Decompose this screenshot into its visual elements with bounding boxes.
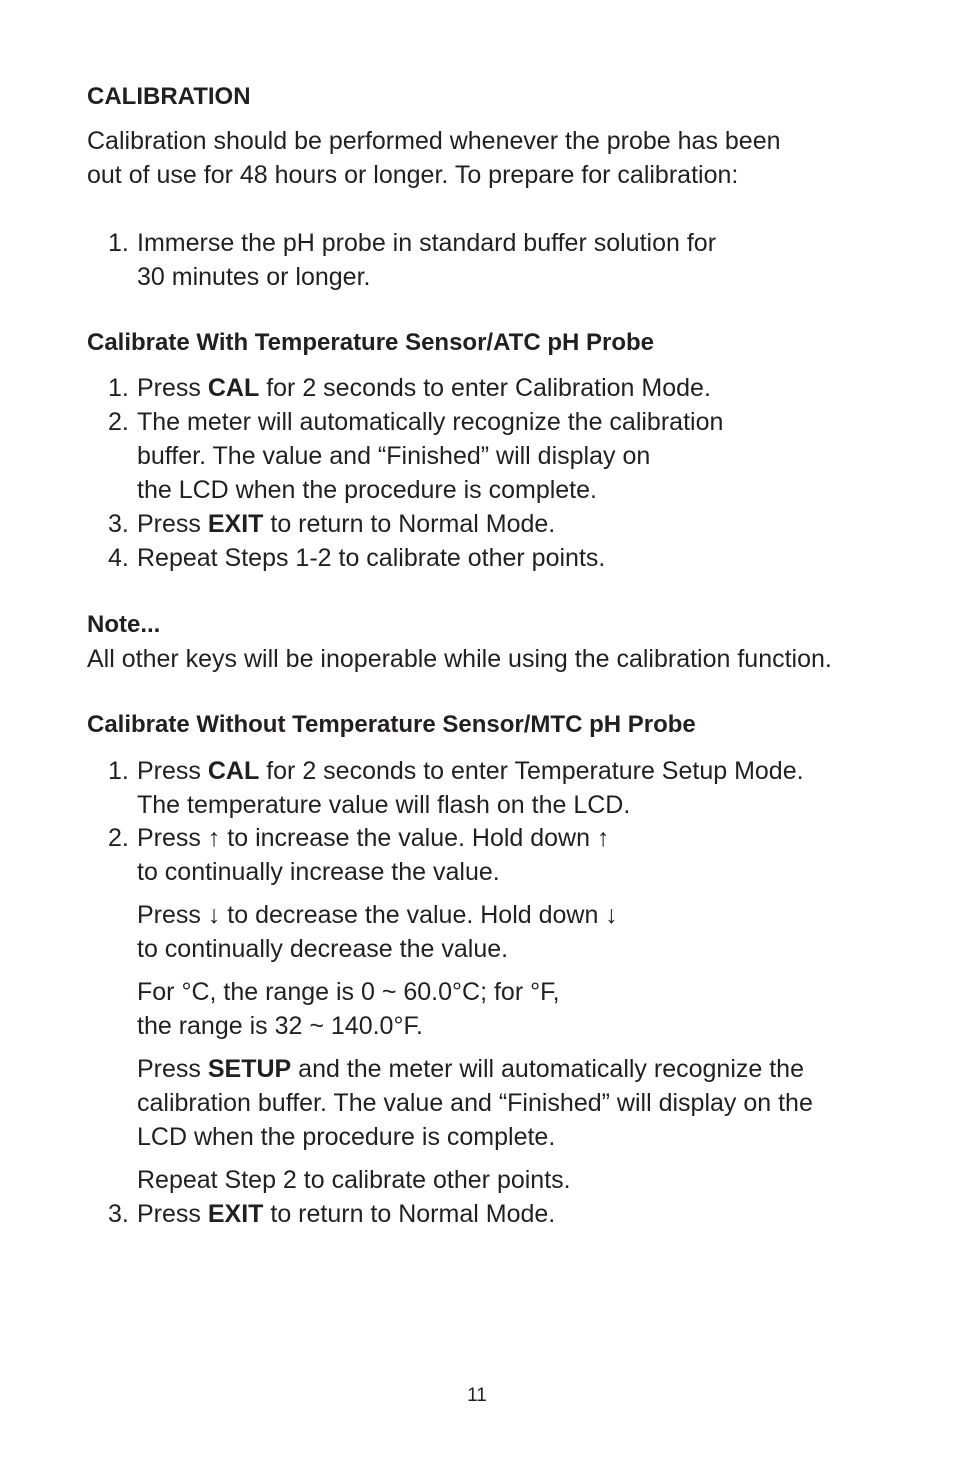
mtc-step-2-setup-line-1: Press SETUP and the meter will automatically recognize the [137,1055,804,1083]
atc-section-heading: Calibrate With Temperature Sensor/ATC pH Probe [87,329,654,356]
atc-step-4: Repeat Steps 1-2 to calibrate other points. [137,544,606,572]
atc-step-4-number: 4. [108,544,129,572]
mtc-step-2-decrease-line-1: Press ↓ to decrease the value. Hold down ↓ [137,901,618,929]
mtc-step-2-line-2: to continually increase the value. [137,858,500,886]
prep-step-number: 1. [108,229,129,257]
atc-step-1-number: 1. [108,374,129,402]
exit-key-label: EXIT [207,1200,264,1228]
mtc-step-1-line-1: Press CAL for 2 seconds to enter Temperature Setup Mode. [137,757,804,785]
mtc-step-2-number: 2. [108,824,129,852]
exit-key-label: EXIT [207,510,264,538]
intro-line-2: out of use for 48 hours or longer. To prepare for calibration: [87,161,739,189]
note-heading: Note... [87,611,161,638]
mtc-step-2-setup-line-3: LCD when the procedure is complete. [137,1123,556,1151]
atc-step-2-number: 2. [108,408,129,436]
mtc-step-1-number: 1. [108,757,129,785]
prep-step-1-line-1: Immerse the pH probe in standard buffer solution for [137,229,717,257]
atc-step-3: Press EXIT to return to Normal Mode. [137,510,556,538]
atc-step-3-number: 3. [108,510,129,538]
atc-step-2-line-2: buffer. The value and “Finished” will display on [137,442,651,470]
mtc-step-1-line-2: The temperature value will flash on the LCD. [137,791,631,819]
cal-key-label: CAL [207,757,260,785]
mtc-section-heading: Calibrate Without Temperature Sensor/MTC pH Probe [87,711,696,738]
prep-step-1-line-2: 30 minutes or longer. [137,263,371,291]
atc-step-1: Press CAL for 2 seconds to enter Calibration Mode. [137,374,711,402]
page-title: CALIBRATION [87,83,251,110]
mtc-step-2-decrease-line-2: to continually decrease the value. [137,935,509,963]
atc-step-2-line-1: The meter will automatically recognize the calibration [137,408,724,436]
mtc-step-3: Press EXIT to return to Normal Mode. [137,1200,556,1228]
intro-line-1: Calibration should be performed whenever the probe has been [87,127,781,155]
mtc-step-2-line-1: Press ↑ to increase the value. Hold down ↑ [137,824,610,852]
mtc-step-2-setup-line-2: calibration buffer. The value and “Finished” will display on the [137,1089,813,1117]
mtc-step-2-repeat: Repeat Step 2 to calibrate other points. [137,1166,571,1194]
cal-key-label: CAL [207,374,260,402]
setup-key-label: SETUP [207,1055,292,1083]
note-text: All other keys will be inoperable while using the calibration function. [87,645,832,673]
mtc-step-2-range-line-1: For °C, the range is 0 ~ 60.0°C; for °F, [137,978,560,1006]
mtc-step-3-number: 3. [108,1200,129,1228]
atc-step-2-line-3: the LCD when the procedure is complete. [137,476,597,504]
page-number: 11 [467,1385,487,1406]
mtc-step-2-range-line-2: the range is 32 ~ 140.0°F. [137,1012,423,1040]
